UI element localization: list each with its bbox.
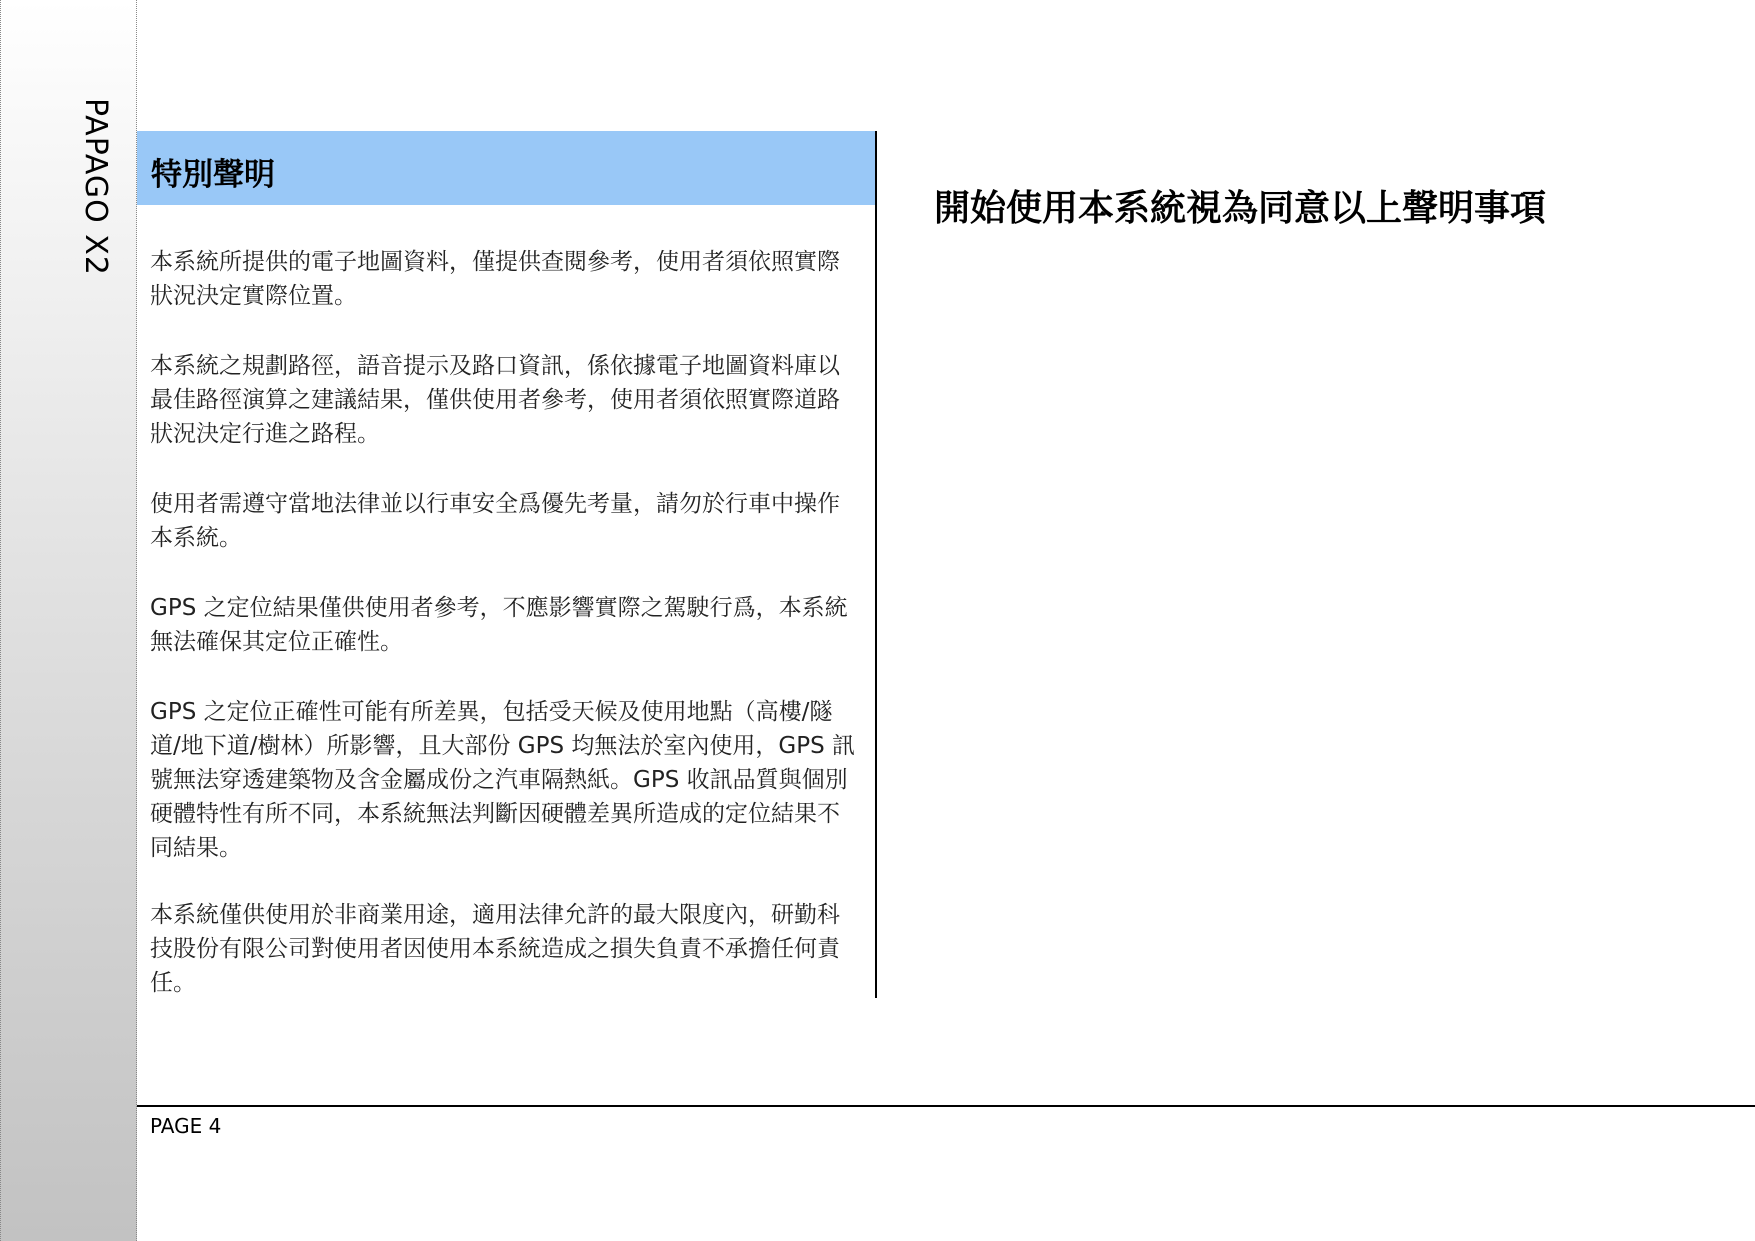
disclaimer-paragraph: GPS 之定位結果僅供使用者參考，不應影響實際之駕駛行爲，本系統無法確保其定位正確性。 bbox=[150, 595, 848, 655]
disclaimer-paragraph: 本系統所提供的電子地圖資料，僅提供查閱參考，使用者須依照實際狀況決定實際位置。 bbox=[150, 249, 840, 309]
product-name: PAPAGO X2 bbox=[78, 98, 113, 276]
section-header-band bbox=[137, 131, 875, 205]
side-bar bbox=[0, 0, 137, 1241]
disclaimer-paragraph: 本系統僅供使用於非商業用途，適用法律允許的最大限度內，研勤科技股份有限公司對使用者因使用本系統造成之損失負責不承擔任何責任。 bbox=[150, 902, 840, 996]
section-title: 特別聲明 bbox=[151, 157, 275, 193]
disclaimer-paragraph: GPS 之定位正確性可能有所差異，包括受天候及使用地點（高樓/隧道/地下道/樹林）所影響，且大部份 GPS 均無法於室內使用，GPS 訊號無法穿透建築物及含金屬成份之汽車隔熱紙。GPS 收訊品質與個別硬體特性有所不同，本系統無法判斷因硬體差異所造成的定位結果不同結果。 bbox=[150, 699, 856, 861]
disclaimer-paragraph: 本系統之規劃路徑，語音提示及路口資訊，係依據電子地圖資料庫以最佳路徑演算之建議結果，僅供使用者參考，使用者須依照實際道路狀況決定行進之路程。 bbox=[150, 353, 840, 447]
footer-divider bbox=[137, 1105, 1755, 1107]
disclaimer-paragraph: 使用者需遵守當地法律並以行車安全爲優先考量，請勿於行車中操作本系統。 bbox=[150, 491, 840, 551]
page-number: PAGE 4 bbox=[150, 1114, 222, 1138]
disclaimer-column bbox=[137, 131, 877, 998]
agreement-heading: 開始使用本系統視為同意以上聲明事項 bbox=[934, 188, 1547, 229]
